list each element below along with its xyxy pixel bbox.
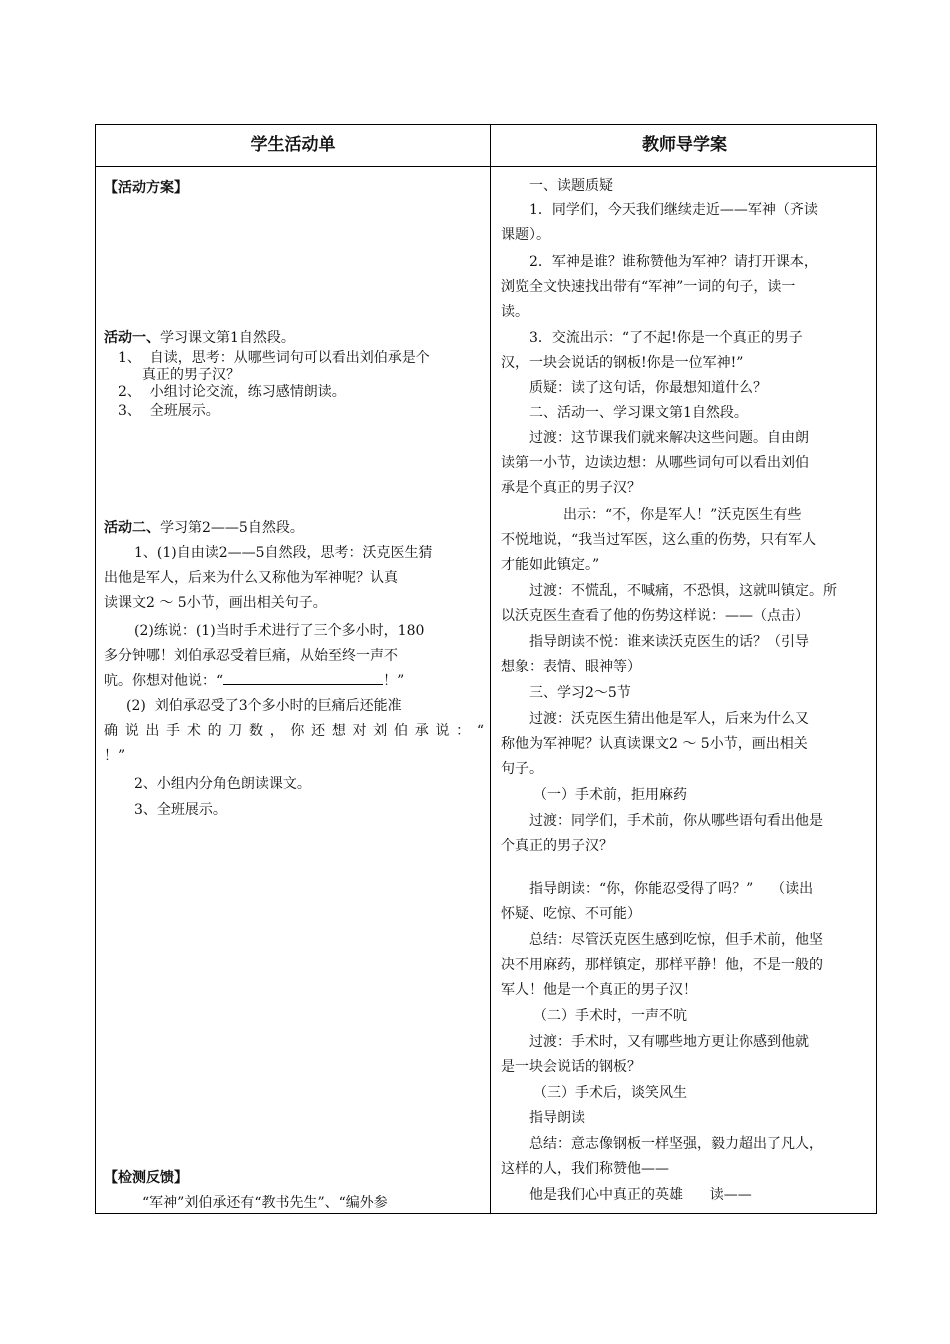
- teacher-line: 质疑：读了这句话，你最想知道什么？: [529, 380, 767, 396]
- header-student-activity: 学生活动单: [250, 135, 336, 155]
- activity1-item1-line2: 真正的男子汉？: [142, 367, 240, 383]
- activity2-line5: 多分钟哪！刘伯承忍受着巨痛，从始至终一声不: [104, 648, 398, 664]
- activity2-line1: 1、(1)自由读2——5自然段，思考：沃克医生猜: [134, 545, 433, 561]
- teacher-line: 称他为军神呢？认真读课文2 ～ 5小节，画出相关: [501, 736, 808, 752]
- activity2-line4: (2)练说：(1)当时手术进行了三个多小时，180: [134, 623, 425, 639]
- teacher-line: 三、学习2～5节: [529, 685, 631, 701]
- teacher-line: 他是我们心中真正的英雄 读——: [529, 1187, 752, 1203]
- teacher-line: 怀疑、吃惊、不可能）: [501, 906, 641, 922]
- teacher-line: 总结：尽管沃克医生感到吃惊，但手术前，他坚: [529, 932, 823, 948]
- activity2-title: 活动二、学习第2——5自然段。: [104, 520, 304, 536]
- section-plan-heading: 【活动方案】: [104, 180, 188, 196]
- activity2-line9: ！”: [104, 748, 126, 764]
- lesson-table: [95, 124, 877, 1214]
- teacher-line: 过渡：不慌乱，不喊痛，不恐惧，这就叫镇定。所: [529, 583, 837, 599]
- teacher-line: 指导朗读不悦：谁来读沃克医生的话？（引导: [529, 634, 809, 650]
- teacher-line: 浏览全文快速找出带有“军神”一词的句子，读一: [501, 279, 796, 295]
- activity2-line2: 出他是军人，后来为什么又称他为军神呢？认真: [104, 570, 398, 586]
- activity1-item3: 3、 全班展示。: [118, 403, 220, 419]
- teacher-line: 个真正的男子汉？: [501, 838, 613, 854]
- activity2-line7: (2) 刘伯承忍受了3个多小时的巨痛后还能准: [126, 698, 402, 714]
- activity1-item2: 2、 小组讨论交流，练习感情朗读。: [118, 384, 346, 400]
- activity1-item1-line1: 1、 自读，思考：从哪些词句可以看出刘伯承是个: [118, 350, 430, 366]
- activity2-line6: 吭。你想对他说：“ ！”: [104, 673, 405, 689]
- activity2-item2: 2、小组内分角色朗读课文。: [134, 776, 311, 792]
- teacher-line: 汉，一块会说话的钢板!你是一位军神!”: [501, 355, 744, 371]
- teacher-line: 读第一小节，边读边想：从哪些词句可以看出刘伯: [501, 455, 809, 471]
- teacher-line: （三）手术后，谈笑风生: [533, 1085, 687, 1101]
- teacher-line: 才能如此镇定。”: [501, 557, 600, 573]
- teacher-line: 是一块会说话的钢板？: [501, 1059, 641, 1075]
- teacher-line: 指导朗读：“你，你能忍受得了吗？” （读出: [529, 881, 814, 897]
- teacher-line: 读。: [501, 304, 529, 320]
- teacher-line: 这样的人，我们称赞他——: [501, 1161, 669, 1177]
- teacher-line: （二）手术时，一声不吭: [533, 1008, 687, 1024]
- teacher-line: 1．同学们，今天我们继续走近——军神（齐读: [529, 202, 818, 218]
- teacher-line: 不悦地说，“我当过军医，这么重的伤势，只有军人: [501, 532, 817, 548]
- teacher-line: 总结：意志像钢板一样坚强，毅力超出了凡人，: [529, 1136, 823, 1152]
- teacher-line: 一、读题质疑: [529, 178, 613, 194]
- teacher-line: 出示：“不，你是军人！”沃克医生有些: [563, 507, 802, 523]
- feedback-line1: “军神”刘伯承还有“教书先生”、“编外参: [142, 1195, 388, 1211]
- section-feedback-heading: 【检测反馈】: [104, 1170, 188, 1186]
- teacher-line: 过渡：沃克医生猜出他是军人，后来为什么又: [529, 711, 809, 727]
- student-column: [104, 167, 484, 1213]
- header-teacher-guide: 教师导学案: [642, 135, 727, 155]
- teacher-line: 想象：表情、眼神等）: [501, 659, 641, 675]
- teacher-line: 二、活动一、学习课文第1自然段。: [529, 405, 748, 421]
- teacher-line: 过渡：同学们，手术前，你从哪些语句看出他是: [529, 813, 823, 829]
- teacher-line: 课题）。: [501, 227, 550, 243]
- answer-blank-1: [223, 672, 383, 685]
- activity2-line8: 确说出手术的刀数，你还想对刘伯承说：“: [104, 723, 484, 739]
- activity2-line3: 读课文2 ～ 5小节，画出相关句子。: [104, 595, 327, 611]
- teacher-line: 句子。: [501, 761, 543, 777]
- teacher-column: [501, 167, 871, 1213]
- column-divider: [490, 125, 491, 1213]
- teacher-line: 以沃克医生查看了他的伤势这样说：——（点击）: [501, 608, 809, 624]
- teacher-line: 2．军神是谁？谁称赞他为军神？请打开课本，: [529, 254, 818, 270]
- teacher-line: 指导朗读: [529, 1110, 585, 1126]
- teacher-line: （一）手术前，拒用麻药: [533, 787, 687, 803]
- teacher-line: 决不用麻药，那样镇定，那样平静！他，不是一般的: [501, 957, 823, 973]
- teacher-line: 承是个真正的男子汉？: [501, 480, 641, 496]
- teacher-line: 军人！他是一个真正的男子汉！: [501, 982, 697, 998]
- activity1-title: 活动一、学习课文第1自然段。: [104, 330, 295, 346]
- teacher-line: 过渡：这节课我们就来解决这些问题。自由朗: [529, 430, 809, 446]
- teacher-line: 3．交流出示：“了不起!你是一个真正的男子: [529, 330, 803, 346]
- activity2-item3: 3、全班展示。: [134, 802, 227, 818]
- teacher-line: 过渡：手术时，又有哪些地方更让你感到他就: [529, 1034, 809, 1050]
